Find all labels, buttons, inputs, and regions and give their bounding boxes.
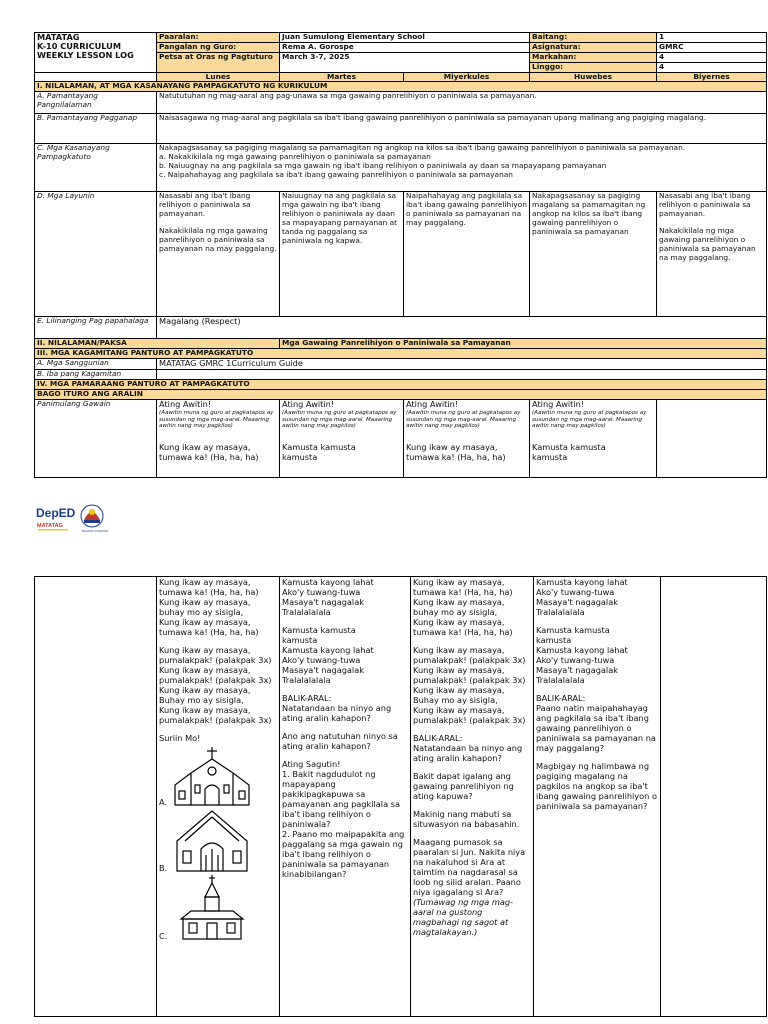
svg-text:BAGONG PILIPINAS: BAGONG PILIPINAS xyxy=(82,529,109,533)
field-label: Pangalan ng Guro: xyxy=(157,42,280,52)
row-value: Natututuhan ng mag-aaral ang pag-unawa sa mga gawaing panrelihiyon o paniniwala sa pamayanan. xyxy=(157,92,767,114)
mosque-icon xyxy=(171,807,253,873)
row-label: C. Mga Kasanayang Pampagkatuto xyxy=(35,144,157,192)
church-label-c: C. xyxy=(159,931,168,941)
friday-cell xyxy=(661,577,767,1017)
row-label: A. Mga Sanggunian xyxy=(35,359,157,370)
section-heading: II. NILALAMAN/PAKSA xyxy=(35,339,280,349)
field-value: Rema A. Gorospe xyxy=(280,42,530,52)
objective-cell: Nakapagsasanay sa pagiging magalang sa pamamagitan ng angkop na kilos sa iba't ibang gawaing panrelihiyon o paniniwala sa pamayanan xyxy=(530,192,657,317)
competencies-list: Nakapagsasanay sa pagiging magalang sa pamamagitan ng angkop na kilos sa iba't ibang gawaing panrelihiyon o paniniwala sa pamayanan. a. Nakakikilala ng mga gawaing panrelihiyon o paniniwala sa pamayanan b. Naiuugnay na ang pagkilala sa mga gawain ng iba't ibang relihiyon o paniniwala ay daan sa mapayapang pamayanan c. Naipahahayag ang pagkilala sa iba't ibang gawaing panrelihiyon o paniniwala sa pamayanan xyxy=(157,144,767,192)
day-header: Lunes xyxy=(157,72,280,82)
lesson-log-page-2 xyxy=(34,576,766,1017)
thursday-cell: Kamusta kayong lahat Ako'y tuwang-tuwa Masaya't nagagalak Tralalalalala Kamusta kamusta kamusta Kamusta kayong lahat Ako'y tuwang-tuwa Masaya't nagagalak Tralalalalala BALIK-ARAL: Paano natin maipahahayag ang pagkilala sa iba't ibang gawaing panrelihiyon o paniniwala sa pamayanan na may paggalang? Magbigay ng halimbawa ng pagiging magalang na pagkilos na angkop sa iba't ibang gawaing panrelihiyon o paniniwala sa pamayanan? xyxy=(534,577,661,1017)
section-heading: IV. MGA PAMARAANG PANTURO AT PAMPAGKATUTO xyxy=(35,380,767,390)
objective-cell: Nasasabi ang iba't ibang relihiyon o paniniwala sa pamayanan. Nakakikilala ng mga gawaing panrelihiyon o paniniwala sa pamayanan na may paggalang. xyxy=(157,192,280,317)
field-value: Juan Sumulong Elementary School xyxy=(280,33,530,43)
row-label: B. Pamantayang Pagganap xyxy=(35,114,157,144)
field-label: Petsa at Oras ng Pagtuturo xyxy=(157,52,280,72)
chapel-icon xyxy=(171,873,253,941)
section-heading: I. NILALAMAN, AT MGA KASANAYANG PAMPAGKATUTO NG KURIKULUM xyxy=(35,82,767,92)
row-label: E. Lilinanging Pag papahalaga xyxy=(35,317,157,339)
church-label-b: B. xyxy=(159,863,168,873)
lesson-log-table xyxy=(34,32,767,478)
monday-cell: Kung ikaw ay masaya, tumawa ka! (Ha, ha, ha) Kung ikaw ay masaya, buhay mo ay sisigla, Kung ikaw ay masaya, tumawa ka! (Ha, ha, ha) Kung ikaw ay masaya, pumalakpak! (palakpak 3x) Kung ikaw ay masaya, pumalakpak! (palakpak 3x) Kung ikaw ay masaya, Buhay mo ay sisigla, Kung ikaw ay masaya, pumalakpak! (palakpak 3x) Suriin Mo! A. B. C. xyxy=(157,577,280,1017)
objective-cell: Naiuugnay na ang pagkilala sa mga gawain ng iba't ibang relihiyon o paniniwala ay daan sa mapayapang pamayanan at tanda ng paggalang sa paniniwala ng kapwa. xyxy=(280,192,404,317)
field-value: 1 xyxy=(657,33,767,43)
day-blank xyxy=(35,72,157,82)
objective-cell: Nasasabi ang iba't ibang relihiyon o paniniwala sa pamayanan. Nakakikilala ng mga gawaing panrelihiyon o paniniwala sa pamayanan na may paggalang. xyxy=(657,192,767,317)
label-cell xyxy=(35,577,157,1017)
activity-cell: Ating Awitin! (Aawitin muna ng guro at pagkatapos ay susundan ng mga mag-aaral. Maaaring awitin nang may pagkilos) Kung ikaw ay masaya, tumawa ka! (Ha, ha, ha) xyxy=(157,400,280,478)
field-label: Linggo: xyxy=(530,62,657,72)
row-label: A. Pamantayang Pangnilalaman xyxy=(35,92,157,114)
day-header: Biyernes xyxy=(657,72,767,82)
deped-logo xyxy=(34,500,124,540)
church-icon xyxy=(171,745,253,807)
activity-cell: Ating Awitin! (Aawitin muna ng guro at pagkatapos ay susundan ng mga mag-aaral. Maaaring awitin nang may pagkilos) Kamusta kamusta kamusta xyxy=(280,400,404,478)
row-value xyxy=(157,370,767,380)
row-label: Panimulang Gawain xyxy=(35,400,157,478)
field-label: Asignatura: xyxy=(530,42,657,52)
field-value: March 3-7, 2025 xyxy=(280,52,530,72)
lesson-log-table-continued xyxy=(34,576,767,1017)
field-label: Paaralan: xyxy=(157,33,280,43)
field-value: 4 xyxy=(657,52,767,62)
church-label-a: A. xyxy=(159,797,168,807)
row-value: MATATAG GMRC 1Curriculum Guide xyxy=(157,359,767,370)
section-heading: BAGO ITURO ANG ARALIN xyxy=(35,390,767,400)
field-label: Baitang: xyxy=(530,33,657,43)
day-header: Huwebes xyxy=(530,72,657,82)
activity-cell xyxy=(657,400,767,478)
row-label: B. Iba pang Kagamitan xyxy=(35,370,157,380)
field-label: Markahan: xyxy=(530,52,657,62)
day-header: Martes xyxy=(280,72,404,82)
activity-cell: Ating Awitin! (Aawitin muna ng guro at pagkatapos ay susundan ng mga mag-aaral. Maaaring awitin nang may pagkilos) Kung ikaw ay masaya, tumawa ka! (Ha, ha, ha) xyxy=(404,400,530,478)
svg-text:MATATAG: MATATAG xyxy=(37,523,63,529)
row-value: Magalang (Respect) xyxy=(157,317,767,339)
footer-logos xyxy=(34,500,124,540)
svg-text:DepED: DepED xyxy=(36,506,76,520)
objective-cell: Naipahahayag ang pagkilala sa iba't ibang gawaing panrelihiyon o paniniwala sa pamayanan na may paggalang. xyxy=(404,192,530,317)
day-header: Miyerkules xyxy=(404,72,530,82)
row-label: D. Mga Layunin xyxy=(35,192,157,317)
field-value: GMRC xyxy=(657,42,767,52)
org-title: MATATAG K-10 CURRICULUM WEEKLY LESSON LOG xyxy=(35,33,157,73)
row-value: Naisasagawa ng mag-aaral ang pagkilala sa iba't ibang gawaing panrelihiyon o paniniwala sa pamayanan upang malinang ang pagiging magalang. xyxy=(157,114,767,144)
lesson-log-page-1 xyxy=(34,32,766,478)
tuesday-cell: Kamusta kayong lahat Ako'y tuwang-tuwa Masaya't nagagalak Tralalalalala Kamusta kamusta kamusta Kamusta kayong lahat Ako'y tuwang-tuwa Masaya't nagagalak Tralalalalala BALIK-ARAL: Natatandaan ba ninyo ang ating aralin kahapon? Ano ang natutuhan ninyo sa ating aralin kahapon? Ating Sagutin! 1. Bakit nagdudulot ng mapayapang pakikipagkapuwa sa pamayanan ang pagkilala sa iba't ibang relihiyon o paniniwala? 2. Paano mo maipapakita ang paggalang sa mga gawain ng iba't ibang relihiyon o paniniwala sa pamayanan kinabibilangan? xyxy=(280,577,411,1017)
wednesday-cell: Kung ikaw ay masaya, tumawa ka! (Ha, ha, ha) Kung ikaw ay masaya, buhay mo ay sisigla, Kung ikaw ay masaya, tumawa ka! (Ha, ha, ha) Kung ikaw ay masaya, pumalakpak! (palakpak 3x) Kung ikaw ay masaya, pumalakpak! (palakpak 3x) Kung ikaw ay masaya, Buhay mo ay sisigla, Kung ikaw ay masaya, pumalakpak! (palakpak 3x) BALIK-ARAL: Natatandaan ba ninyo ang ating aralin kahapon? Bakit dapat igalang ang gawaing panrelihiyon ng ating kapuwa? Makinig nang mabuti sa situwasyon na babasahin. Maagang pumasok sa paaralan si Jun. Nakita niya na nakaluhod si Ara at taimtim na nagdarasal sa loob ng silid aralan. Paano niya igagalang si Ara? (Tumawag ng mga mag-aaral na gustong magbahagi ng sagot at magtalakayan.) xyxy=(411,577,534,1017)
topic-title: Mga Gawaing Panrelihiyon o Paniniwala sa Pamayanan xyxy=(280,339,767,349)
activity-cell: Ating Awitin! (Aawitin muna ng guro at pagkatapos ay susundan ng mga mag-aaral. Maaaring awitin nang may pagkilos) Kamusta kamusta kamusta xyxy=(530,400,657,478)
field-value: 4 xyxy=(657,62,767,72)
section-heading: III. MGA KAGAMITANG PANTURO AT PAMPAGKATUTO xyxy=(35,349,767,359)
